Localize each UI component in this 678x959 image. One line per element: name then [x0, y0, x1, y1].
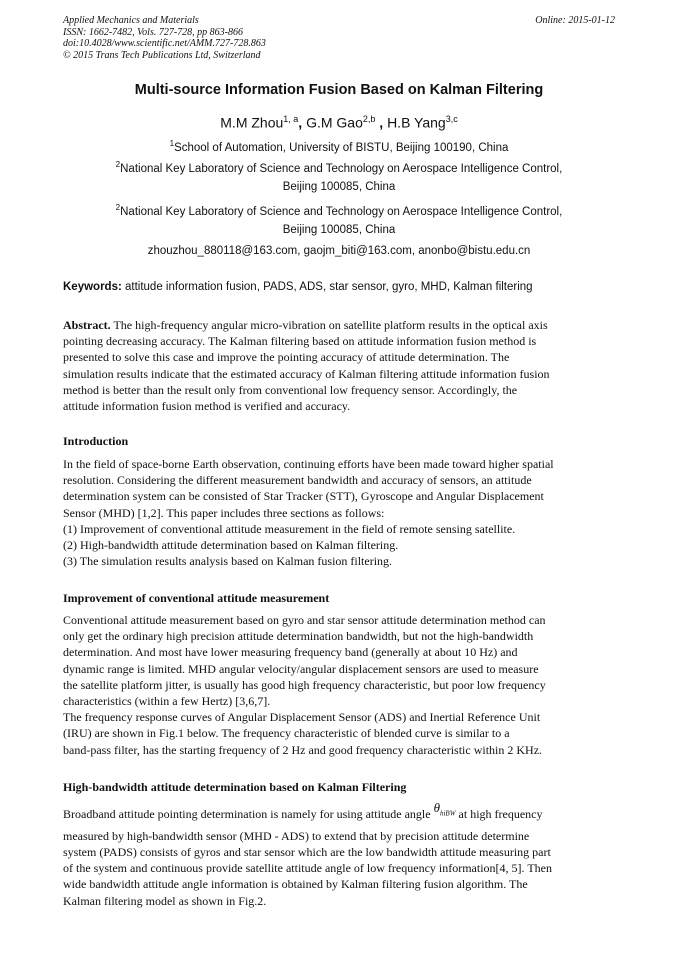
- affiliation-3-city: Beijing 100085, China: [282, 224, 396, 236]
- body-line: wide bandwidth attitude angle information is obtained by Kalman filtering fusion algorithm. The: [63, 877, 528, 892]
- journal-header: [63, 15, 615, 61]
- abstract-line: simulation results indicate that the estimated accuracy of Kalman filtering attitude information fusion: [63, 366, 550, 381]
- body-line: resolution. Considering the different measurement bandwidth and accuracy of sensors, an attitude: [63, 473, 532, 488]
- author-name: G.M Gao: [306, 114, 363, 131]
- introduction-body: [63, 456, 615, 569]
- affiliation-mark: 1: [169, 139, 175, 148]
- affiliation-text: National Key Laboratory of Science and Technology on Aerospace Intelligence Control,: [120, 162, 563, 175]
- abstract: [63, 317, 615, 414]
- author-affiliation-mark: 1, a: [283, 114, 299, 124]
- author-list: M.M Zhou$^{1, a}$, G.M Gao$^{2,b}$ , H.B Yang$^{3,c}$: [220, 114, 458, 131]
- section-heading-introduction: Introduction: [63, 434, 129, 448]
- list-item: (1) Improvement of conventional attitude measurement in the field of remote sensing satellite.: [63, 521, 516, 536]
- improvement-body: [63, 612, 615, 758]
- affiliation-text: School of Automation, University of BISTU, Beijing 100190, China: [174, 141, 509, 154]
- affiliation-mark: 2: [115, 160, 121, 169]
- section-heading-kalman: High-bandwidth attitude determination based on Kalman Filtering: [63, 780, 407, 794]
- body-line: system (PADS) consists of gyros and star sensor which are the low bandwidth attitude measuring part: [63, 845, 551, 859]
- section-heading-improvement: Improvement of conventional attitude measurement: [63, 591, 330, 605]
- affiliation-mark: 2: [115, 203, 121, 212]
- copyright: © 2015 Trans Tech Publications Ltd, Switzerland: [63, 49, 261, 61]
- body-line: determination. And most have lower measuring frequency band (generally at about 10 Hz) and: [63, 645, 518, 660]
- affiliation-text: National Key Laboratory of Science and Technology on Aerospace Intelligence Control,: [120, 205, 563, 218]
- keywords-text: attitude information fusion, PADS, ADS, star sensor, gyro, MHD, Kalman filtering: [125, 281, 533, 293]
- body-line: In the field of space-borne Earth observation, continuing efforts have been made toward higher spatial: [63, 457, 554, 471]
- body-line: Broadband attitude pointing determination is namely for using attitude angle $\theta_{hiBW}$ at high frequency: [63, 800, 543, 821]
- body-line: Kalman filtering model as shown in Fig.2.: [63, 893, 267, 908]
- doi: doi:10.4028/www.scientific.net/AMM.727-728.863: [63, 38, 266, 49]
- abstract-line: Abstract. The high-frequency angular micro-vibration on satellite platform results in the optical axis: [63, 318, 548, 332]
- body-line: dynamic range is limited. MHD angular velocity/angular displacement sensors are used to measure: [63, 661, 539, 676]
- abstract-line: presented to solve this case and improve the pointing accuracy of attitude determination. The: [63, 350, 510, 365]
- affiliation-3: [63, 203, 615, 218]
- author-name: M.M Zhou: [220, 114, 284, 131]
- abstract-line: attitude information fusion method is verified and accuracy.: [63, 399, 351, 414]
- author-affiliation-mark: 3,c: [445, 114, 458, 124]
- list-item: (3) The simulation results analysis based on Kalman fusion filtering.: [63, 554, 393, 569]
- body-line: The frequency response curves of Angular Displacement Sensor (ADS) and Inertial Reference Unit: [63, 710, 541, 725]
- abstract-line: pointing decreasing accuracy. The Kalman filtering based on attitude information fusion method is: [63, 334, 537, 349]
- abstract-label: Abstract.: [63, 318, 111, 332]
- keywords: [63, 281, 615, 293]
- online-date: Online: 2015-01-12: [535, 15, 615, 26]
- affiliation-2-city: Beijing 100085, China: [282, 181, 396, 193]
- affiliation-2: [63, 160, 615, 175]
- body-line: characteristics (within a few Hertz) [3,6,7].: [63, 694, 271, 709]
- body-line: Conventional attitude measurement based on gyro and star sensor attitude determination method can: [63, 613, 546, 627]
- body-line: Sensor (MHD) [1,2]. This paper includes three sections as follows:: [63, 505, 385, 520]
- author-affiliation-mark: 2,b: [362, 114, 376, 124]
- list-item: (2) High-bandwidth attitude determination based on Kalman filtering.: [63, 538, 399, 553]
- theta-symbol: $\theta_{hiBW}$: [433, 800, 456, 818]
- body-line: band-pass filter, has the starting frequency of 2 Hz and good frequency characteristic within 2 KHz.: [63, 742, 543, 757]
- issn: ISSN: 1662-7482, Vols. 727-728, pp 863-866: [63, 26, 243, 38]
- body-line: (IRU) are shown in Fig.1 below. The frequency characteristic of blended curve is similar to a: [63, 726, 510, 741]
- journal-name: Applied Mechanics and Materials: [63, 15, 199, 26]
- body-line: determination system can be consisted of Star Tracker (STT), Gyroscope and Angular Displacement: [63, 489, 544, 504]
- body-line: only get the ordinary high precision attitude determination bandwidth, but not the high-bandwidth: [63, 629, 534, 644]
- kalman-body: [63, 800, 615, 909]
- body-line: measured by high-bandwidth sensor (MHD - ADS) to extend that by precision attitude determine: [63, 828, 530, 843]
- body-line: of the system and continuous provide satellite attitude angle of low frequency information[4, 5]. Then: [63, 861, 552, 876]
- author-emails: zhouzhou_880118@163.com, gaojm_biti@163.com, anonbo@bistu.edu.cn: [147, 245, 531, 257]
- body-line: the satellite platform jitter, is usually has good high frequency characteristic, but poor low frequency: [63, 677, 546, 692]
- abstract-line: method is better than the result only from conventional low frequency sensor. Accordingly, the: [63, 382, 518, 397]
- keywords-label: Keywords:: [63, 281, 122, 293]
- affiliation-1: [63, 139, 615, 154]
- author-name: H.B Yang: [387, 114, 446, 131]
- paper-title: Multi-source Information Fusion Based on Kalman Filtering: [134, 82, 544, 98]
